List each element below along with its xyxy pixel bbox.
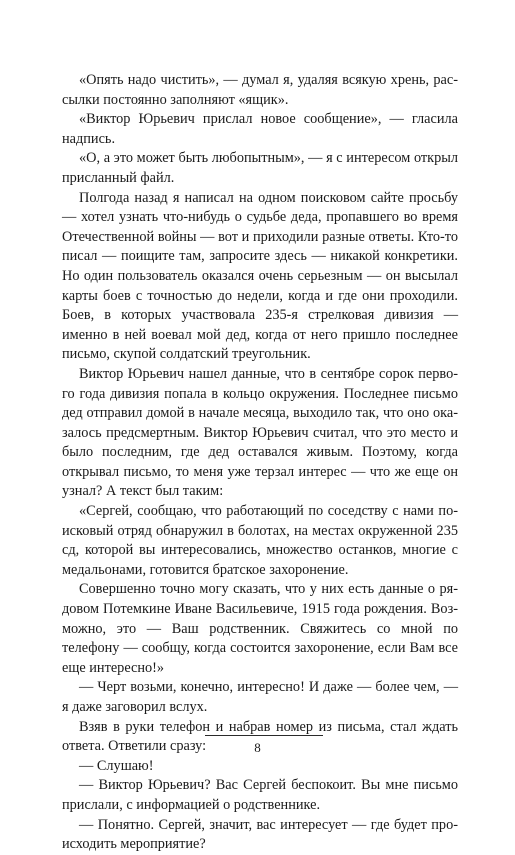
paragraph: «Виктор Юрьевич прислал новое сообщение», — гласила надпись.	[62, 111, 458, 147]
paragraph: — Слушаю!	[79, 757, 154, 774]
paragraph: — Понятно. Сергей, значит, вас интересует — где будет происходить мероприятие?	[62, 816, 458, 853]
paragraph: Полгода назад я написал на одном поисковом сайте просьбу — хотел узнать что-нибудь о судьбе деда, пропавшего во время Отечественной войны — вот и приходили разные ответы. Кто-то писал — поищите там, запросите здесь — никакой конкретики. Но один пользователь оказался очень серьезным — он высылал карты боев с точностью до недели, когда и где они проходили. Боев, в которых участвовала 235-я стрелковая дивизия — именно в ней воевал мой дед, когда от него пришло последнее письмо, скупой солдатский треугольник.	[62, 189, 458, 363]
paragraph: — Черт возьми, конечно, интересно! И даже — более чем, — я даже заговорил вслух.	[62, 679, 458, 715]
page-number: 8	[254, 740, 261, 755]
paragraph: «Опять надо чистить», — думал я, удаляя всякую хрень, рассылки постоянно заполняют «ящик».	[62, 72, 458, 108]
paragraph: — Виктор Юрьевич? Вас Сергей беспокоит. Вы мне письмо прислали, с информацией о родственнике.	[62, 777, 458, 813]
paragraph: «О, а это может быть любопытным», — я с интересом открыл присланный файл.	[62, 150, 458, 186]
paragraph: Взяв в руки телефон и набрав номер из письма, стал ждать ответа. Ответили сразу:	[62, 718, 458, 755]
paragraph: Виктор Юрьевич нашел данные, что в сентябре сорок первого года дивизия попала в кольцо окружения. Последнее письмо дед отправил домой в начале месяца, выходило так, что оно оказалось предсмертным. Виктор Юрьевич считал, что это место и было последним, где дед оставался живым. Поэтому, когда открывал письмо, то меня уже терзал интерес — что же еще он узнал? А текст был таким:	[62, 365, 458, 500]
paragraph: «Сергей, сообщаю, что работающий по соседству с нами поисковый отряд обнаружил в болотах, на местах окруженной 235 сд, которой вы интересовались, множество останков, многие с медальонами, готовится братское захоронение.	[62, 503, 458, 578]
footer-rule	[205, 735, 323, 736]
page-text-block	[62, 71, 458, 855]
paragraph: Совершенно точно могу сказать, что у них есть данные о рядовом Потемкине Иване Васильевиче, 1915 года рождения. Возможно, это — Ваш родственник. Свяжитесь со мной по телефону — сообщу, когда состоится захоронение, если Вам все еще интересно!»	[62, 581, 458, 676]
